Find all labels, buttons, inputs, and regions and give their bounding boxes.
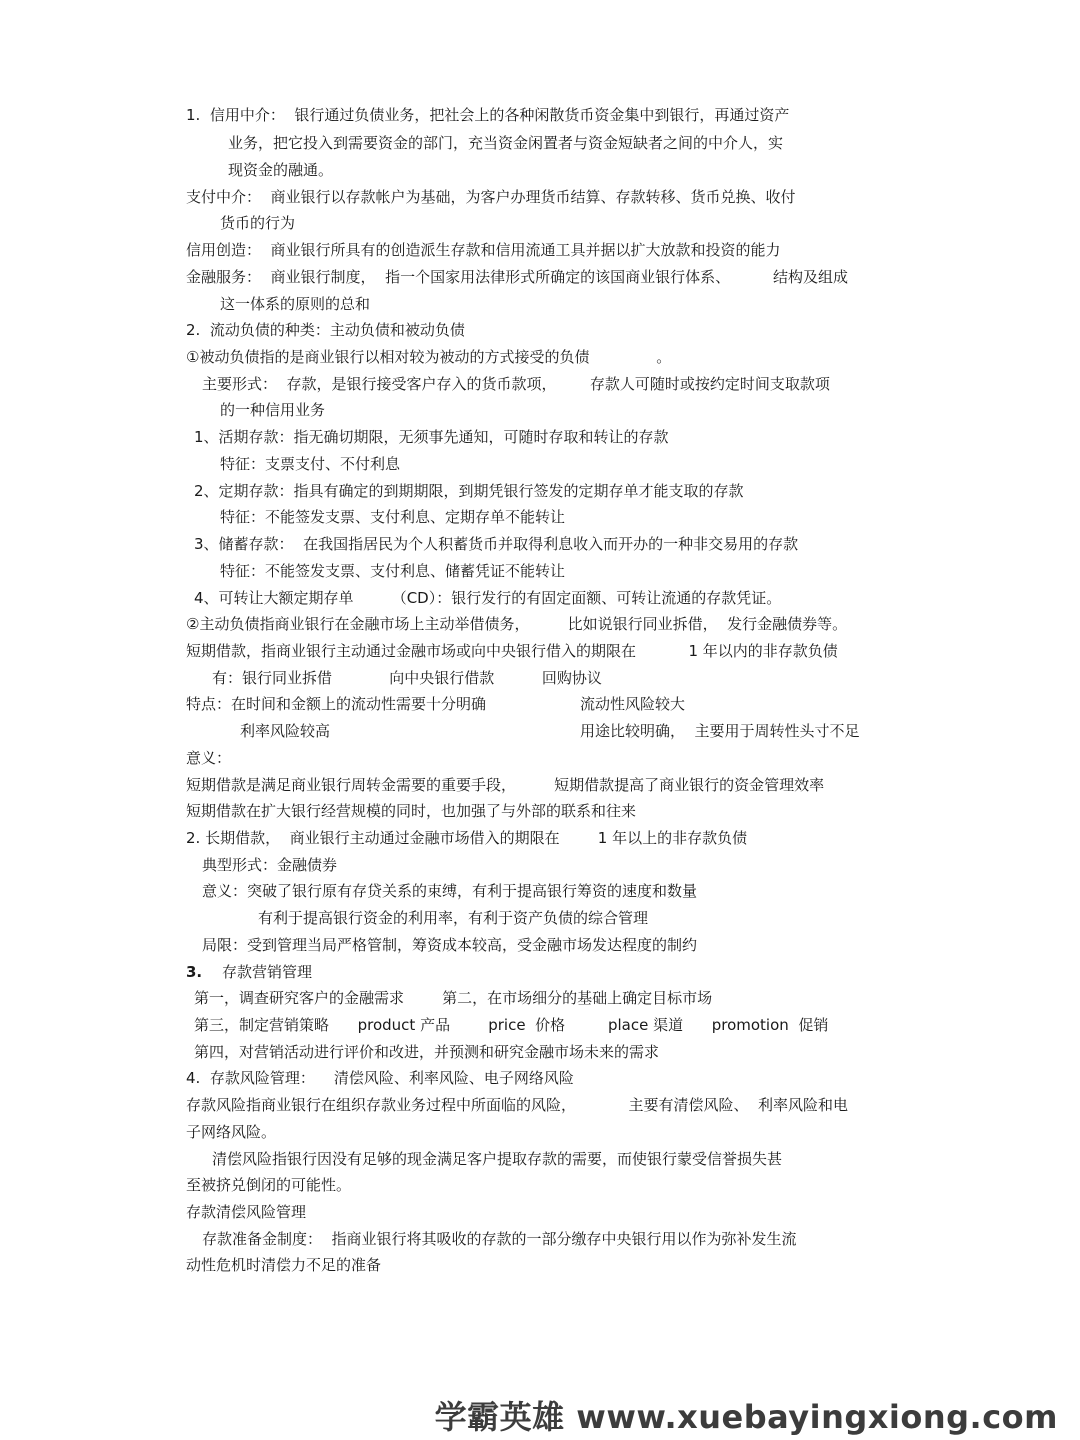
section-heading: 存款营销管理 (222, 963, 313, 981)
text-line: 意义： (186, 749, 232, 767)
text-line: 至被挤兑倒闭的可能性。 (186, 1176, 352, 1194)
text-line: 特征：不能签发支票、支付利息、储蓄凭证不能转让 (220, 562, 566, 580)
text-line: 第四，对营销活动进行评价和改进，并预测和研究金融市场未来的需求 (194, 1043, 660, 1061)
text-line: 短期借款，指商业银行主动通过金融市场或向中央银行借入的期限在 1 年以内的非存款负债 (186, 642, 838, 660)
text-line: 动性危机时清偿力不足的准备 (186, 1256, 382, 1274)
text-line: 用途比较明确， 主要用于周转性头寸不足 (580, 722, 860, 740)
text-line: 有利于提高银行资金的利用率，有利于资产负债的综合管理 (258, 909, 649, 927)
text-line: 短期借款是满足商业银行周转金需要的重要手段， 短期借款提高了商业银行的资金管理效率 (186, 776, 825, 794)
text-line: 第三，制定营销策略 product 产品 price 价格 place 渠道 promotion 促销 (194, 1016, 829, 1034)
text-line: 现资金的融通。 (228, 161, 334, 179)
text-line: 特征：支票支付、不付利息 (220, 455, 401, 473)
text-line: 货币的行为 (220, 214, 296, 232)
text-line: 存款准备金制度： 指商业银行将其吸收的存款的一部分缴存中央银行用以作为弥补发生流 (202, 1230, 797, 1248)
text-line: 利率风险较高 (240, 722, 331, 740)
text-line: 2、定期存款：指具有确定的到期期限，到期凭银行签发的定期存单才能支取的存款 (194, 482, 744, 500)
section-heading: 2. 流动负债的种类：主动负债和被动负债 (186, 321, 465, 339)
text-line: 这一体系的原则的总和 (220, 295, 371, 313)
text-line: 流动性风险较大 (580, 695, 686, 713)
text-line: 2. 长期借款， 商业银行主动通过金融市场借入的期限在 1 年以上的非存款负债 (186, 829, 748, 847)
text-line: 的一种信用业务 (220, 401, 326, 419)
section-heading: 4. 存款风险管理： 清偿风险、利率风险、电子网络风险 (186, 1069, 574, 1087)
text-line: 清偿风险指银行因没有足够的现金满足客户提取存款的需要，而使银行蒙受信誉损失甚 (212, 1150, 783, 1168)
text-line: 金融服务： 商业银行制度， 指一个国家用法律形式所确定的该国商业银行体系、 结构及组成 (186, 268, 848, 286)
section-number: 3. (186, 963, 203, 981)
text-line: 短期借款在扩大银行经营规模的同时，也加强了与外部的联系和往来 (186, 802, 637, 820)
text-line: 特征：不能签发支票、支付利息、定期存单不能转让 (220, 508, 566, 526)
text-line: 意义：突破了银行原有存贷关系的束缚，有利于提高银行筹资的速度和数量 (202, 882, 698, 900)
text-line: 有：银行同业拆借 向中央银行借款 回购协议 (212, 669, 602, 687)
text-line: 存款风险指商业银行在组织存款业务过程中所面临的风险， 主要有清偿风险、 利率风险和电 (186, 1096, 848, 1114)
text-line: 业务，把它投入到需要资金的部门，充当资金闲置者与资金短缺者之间的中介人，实 (228, 134, 784, 152)
text-line: 1、活期存款：指无确切期限，无须事先通知，可随时存取和转让的存款 (194, 428, 669, 446)
text-line: ②主动负债指商业银行在金融市场上主动举借债务， 比如说银行同业拆借， 发行金融债券等。 (186, 615, 848, 633)
text-line: 典型形式：金融债券 (202, 856, 338, 874)
text-line: 存款清偿风险管理 (186, 1203, 307, 1221)
text-line: ①被动负债指的是商业银行以相对较为被动的方式接受的负债 。 (186, 348, 672, 366)
text-line: 4、可转让大额定期存单 （CD）：银行发行的有固定面额、可转让流通的存款凭证。 (194, 589, 782, 607)
text-line: 支付中介： 商业银行以存款帐户为基础，为客户办理货币结算、存款转移、货币兑换、收付 (186, 188, 796, 206)
text-line: 信用创造： 商业银行所具有的创造派生存款和信用流通工具并据以扩大放款和投资的能力 (186, 241, 781, 259)
text-line: 1. 信用中介： 银行通过负债业务，把社会上的各种闲散货币资金集中到银行，再通过资产 (186, 106, 790, 124)
site-watermark: 学霸英雄 www.xuebayingxiong.com (434, 1398, 1058, 1436)
text-line: 特点：在时间和金额上的流动性需要十分明确 (186, 695, 487, 713)
text-line: 子网络风险。 (186, 1123, 277, 1141)
text-line: 第一，调查研究客户的金融需求 第二，在市场细分的基础上确定目标市场 (194, 989, 713, 1007)
text-line: 局限：受到管理当局严格管制，筹资成本较高，受金融市场发达程度的制约 (202, 936, 698, 954)
text-line: 3、储蓄存款： 在我国指居民为个人积蓄货币并取得利息收入而开办的一种非交易用的存款 (194, 535, 799, 553)
text-line: 主要形式： 存款，是银行接受客户存入的货币款项， 存款人可随时或按约定时间支取款项 (202, 375, 830, 393)
